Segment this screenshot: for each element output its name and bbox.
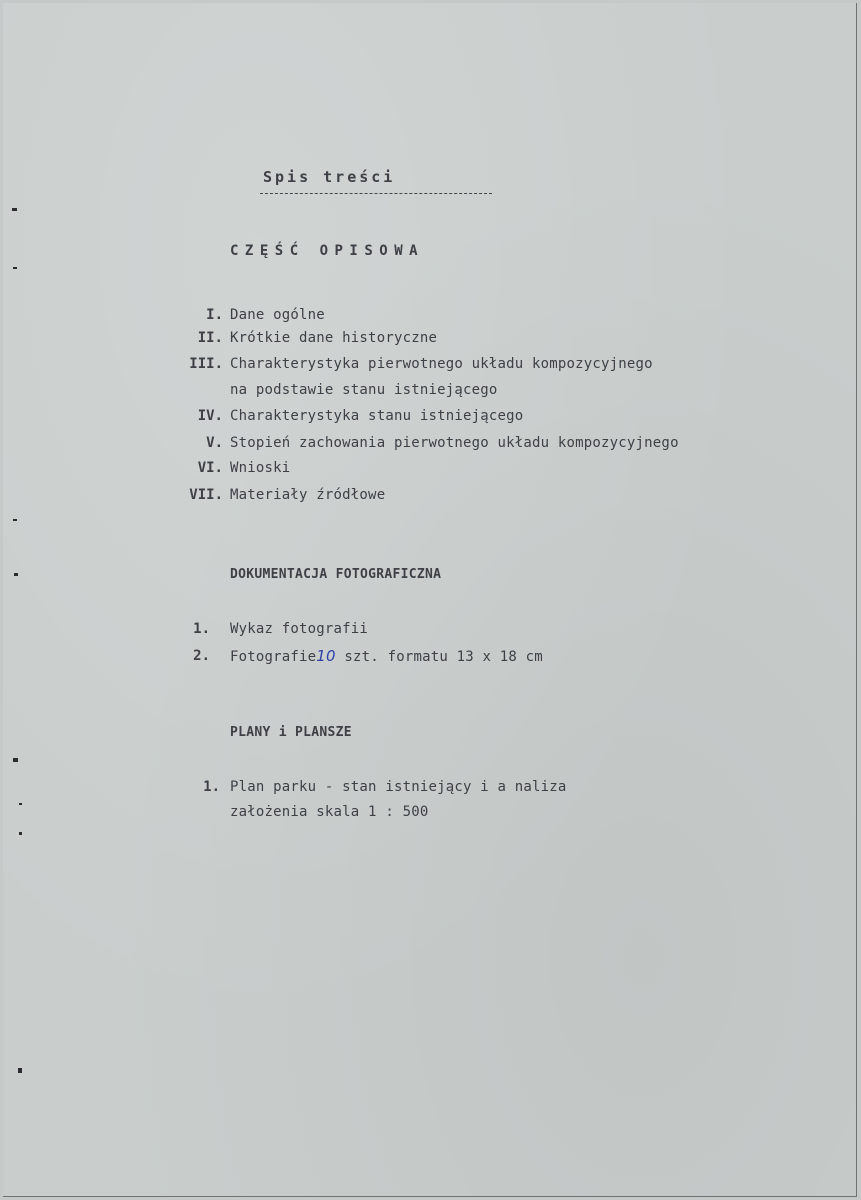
document-page bbox=[3, 3, 857, 1197]
item-text-after: szt. formatu 13 x 18 cm bbox=[335, 649, 543, 665]
item-number: V. bbox=[206, 435, 223, 451]
item-number: 1. bbox=[193, 621, 210, 637]
margin-speck bbox=[12, 208, 17, 211]
item-number: I. bbox=[206, 307, 223, 323]
item-text: Charakterystyka pierwotnego układu kompozycyjnego bbox=[230, 356, 653, 372]
part-heading: CZĘŚĆ OPISOWA bbox=[230, 243, 425, 259]
item-text-line1: Plan parku - stan istniejący i a naliza bbox=[230, 779, 567, 795]
handwritten-count: 10 bbox=[316, 647, 336, 665]
item-text: na podstawie stanu istniejącego bbox=[230, 382, 498, 398]
item-text-before: Fotografie bbox=[230, 649, 317, 665]
title-underline bbox=[260, 193, 492, 194]
margin-speck bbox=[14, 573, 18, 576]
item-number: 1. bbox=[203, 779, 220, 795]
item-text: Wnioski bbox=[230, 460, 291, 476]
page-title: Spis treści bbox=[263, 168, 396, 186]
item-number: III. bbox=[189, 356, 223, 372]
margin-speck bbox=[19, 803, 22, 805]
item-text: Wykaz fotografii bbox=[230, 621, 369, 637]
item-number: II. bbox=[197, 330, 223, 346]
item-text-line2: założenia skala 1 : 500 bbox=[230, 804, 429, 820]
item-number: VII. bbox=[189, 487, 223, 503]
margin-speck bbox=[19, 832, 22, 835]
item-text: Krótkie dane historyczne bbox=[230, 330, 438, 346]
item-text: Stopień zachowania pierwotnego układu kompozycyjnego bbox=[230, 435, 679, 451]
margin-speck bbox=[13, 758, 18, 762]
item-text: Materiały źródłowe bbox=[230, 487, 386, 503]
item-number: VI. bbox=[197, 460, 223, 476]
section-heading-photos: DOKUMENTACJA FOTOGRAFICZNA bbox=[230, 567, 442, 582]
margin-speck bbox=[13, 267, 17, 269]
margin-speck bbox=[13, 519, 17, 521]
section-heading-plans: PLANY i PLANSZE bbox=[230, 725, 352, 740]
margin-speck bbox=[18, 1068, 22, 1073]
item-text: Charakterystyka stanu istniejącego bbox=[230, 408, 524, 424]
photo-count-line bbox=[230, 648, 543, 665]
item-text: Dane ogólne bbox=[230, 307, 325, 323]
item-number: 2. bbox=[193, 648, 210, 664]
item-number: IV. bbox=[197, 408, 223, 424]
